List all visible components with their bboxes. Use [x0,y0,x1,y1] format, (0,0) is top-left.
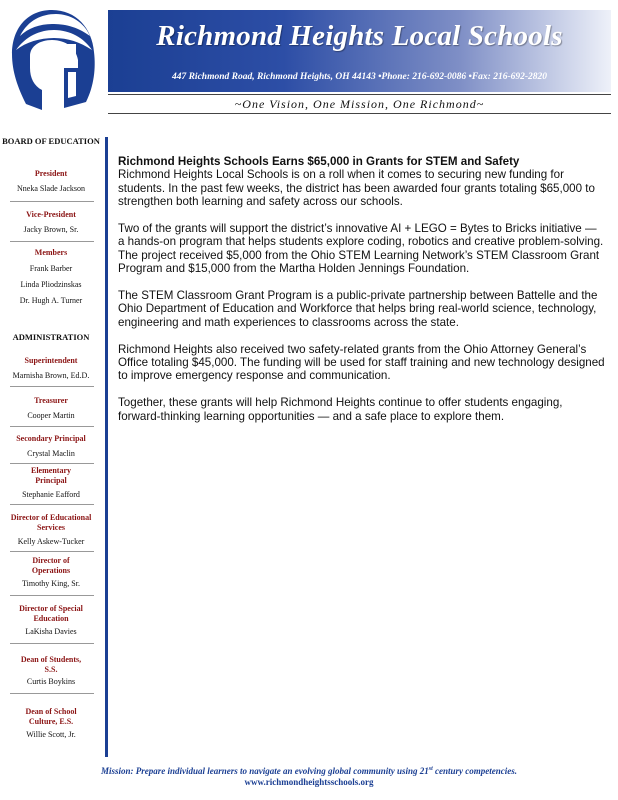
admin-title: Superintendent [24,356,78,365]
admin-name: Curtis Boykins [26,677,76,686]
article-headline: Richmond Heights Schools Earns $65,000 in Grants for STEM and Safety [118,155,520,168]
admin-name: Stephanie Eafford [22,490,80,499]
divider [10,426,94,427]
board-member: Dr. Hugh A. Turner [19,296,83,305]
divider [10,504,94,505]
divider [10,693,94,694]
admin-title: Dean of School Culture, E.S. [25,707,77,726]
board-member: Linda Pliodzinskas [20,280,82,289]
divider [108,113,611,114]
mission-text: Mission: Prepare individual learners to navigate an evolving global community using 21 [100,766,429,776]
mission-statement [0,766,618,776]
admin-name: Willie Scott, Jr. [26,730,76,739]
article-paragraph: The STEM Classroom Grant Program is a public-private partnership between Battelle and the Ohio Department of Education and Workforce that helps bring real-world science, technology, engineering and math experiences to classrooms across the state. [118,289,598,329]
administration-heading: ADMINISTRATION [12,332,90,342]
sidebar-divider [105,137,108,757]
admin-title: Elementary Principal [31,466,71,485]
board-heading: BOARD OF EDUCATION [2,136,100,146]
website-link[interactable]: www.richmondheightsschools.org [244,777,374,787]
divider [108,94,611,95]
contact-line: 447 Richmond Road, Richmond Heights, OH 44143 •Phone: 216-692-0086 •Fax: 216-692-2820 [171,72,548,82]
admin-name: Marnisha Brown, Ed.D. [12,371,90,380]
spartan-helmet-icon [6,6,98,114]
admin-title: Director of Educational Services [10,513,92,532]
admin-name: Kelly Askew-Tucker [17,537,85,546]
tagline: ~One Vision, One Mission, One Richmond~ [234,97,485,111]
admin-title: Director of Operations [31,556,71,575]
header-banner [108,10,611,92]
board-member: Jacky Brown, Sr. [23,225,79,234]
admin-name: Timothy King, Sr. [22,579,80,588]
board-title: President [34,169,68,178]
divider [10,551,94,552]
article [118,155,606,436]
admin-name: Crystal Maclin [27,449,75,458]
article-paragraph: Together, these grants will help Richmond Heights continue to offer students engaging, forward-thinking learning opportunities — and a safe place to explore them. [118,396,563,423]
school-name-title: Richmond Heights Local Schools [156,20,563,52]
divider [10,463,94,464]
mission-text-end: century competencies. [432,766,518,776]
divider [10,643,94,644]
admin-title: Treasurer [34,396,68,405]
board-title: Members [34,248,68,257]
divider [10,386,94,387]
board-title: Vice-President [26,210,76,219]
article-paragraph: Richmond Heights Local Schools is on a roll when it comes to securing new funding for students. In the past few weeks, the district has been awarded four grants totaling $65,000 to strengthen both learning and safety across our schools. [118,168,595,209]
mission-superscript: st [428,766,433,772]
admin-title: Dean of Students, S.S. [20,655,82,674]
admin-title: Director of Special Education [19,604,83,623]
divider [10,595,94,596]
admin-name: Cooper Martin [27,411,75,420]
board-member: Nneka Slade Jackson [17,184,85,193]
divider [10,241,94,242]
divider [10,201,94,202]
board-member: Frank Barber [29,264,73,273]
article-paragraph: Richmond Heights also received two safety-related grants from the Ohio Attorney General’s Office totaling $45,000. The funding will be used for staff training and new technology designed to improve emergency response and communication. [118,342,605,383]
admin-title: Secondary Principal [16,434,86,443]
admin-name: LaKisha Davies [25,627,77,636]
article-paragraph: Two of the grants will support the district’s innovative AI + LEGO = Bytes to Bricks initiative — a hands-on program that helps students explore coding, robotics and creative problem-solving. The project received $5,000 from the Ohio STEM Learning Network’s STEM Classroom Grant Program and $15,000 from the Martha Holden Jennings Foundation. [118,222,604,276]
